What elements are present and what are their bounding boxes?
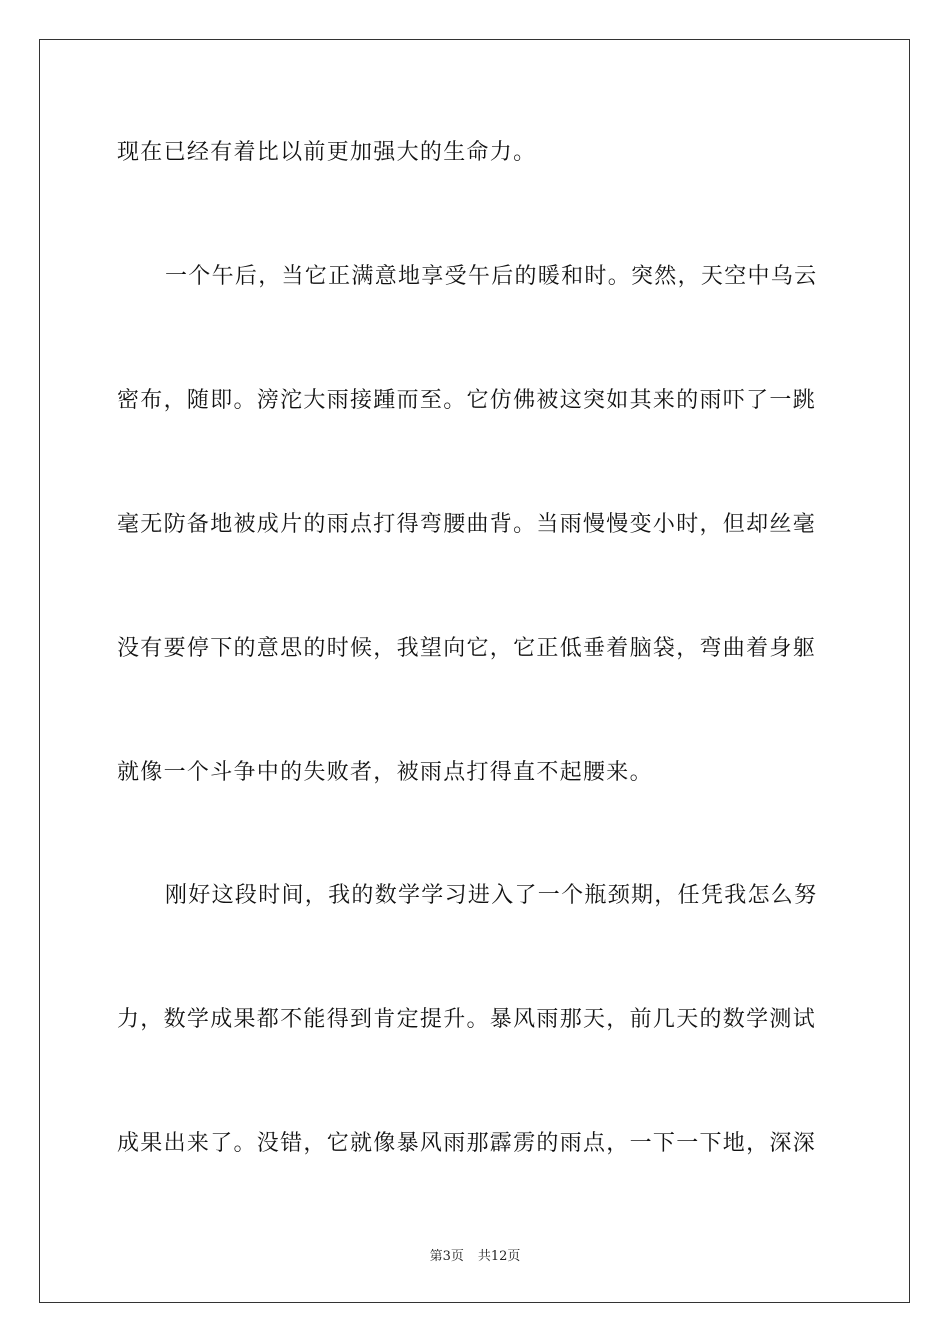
page-total: 共12页	[477, 1249, 521, 1264]
paragraph-line: 毫无防备地被成片的雨点打得弯腰曲背。当雨慢慢变小时，但却丝毫	[117, 512, 817, 537]
paragraph-line: 力，数学成果都不能得到肯定提升。暴风雨那天，前几天的数学测试	[117, 1007, 817, 1032]
paragraph-line: 密布，随即。滂沱大雨接踵而至。它仿佛被这突如其来的雨吓了一跳	[117, 388, 817, 413]
page-number: 第3页	[429, 1249, 464, 1264]
page-border	[39, 39, 910, 1303]
paragraph-line: 刚好这段时间，我的数学学习进入了一个瓶颈期，任凭我怎么努	[165, 883, 818, 908]
page-footer	[0, 1248, 950, 1266]
paragraph-line: 一个午后，当它正满意地享受午后的暖和时。突然，天空中乌云	[165, 264, 818, 289]
paragraph-line: 现在已经有着比以前更加强大的生命力。	[117, 140, 537, 165]
paragraph-line: 没有要停下的意思的时候，我望向它，它正低垂着脑袋，弯曲着身躯	[117, 636, 817, 661]
paragraph-line: 成果出来了。没错，它就像暴风雨那霹雳的雨点，一下一下地，深深	[117, 1131, 817, 1156]
paragraph-line: 就像一个斗争中的失败者，被雨点打得直不起腰来。	[117, 760, 653, 785]
